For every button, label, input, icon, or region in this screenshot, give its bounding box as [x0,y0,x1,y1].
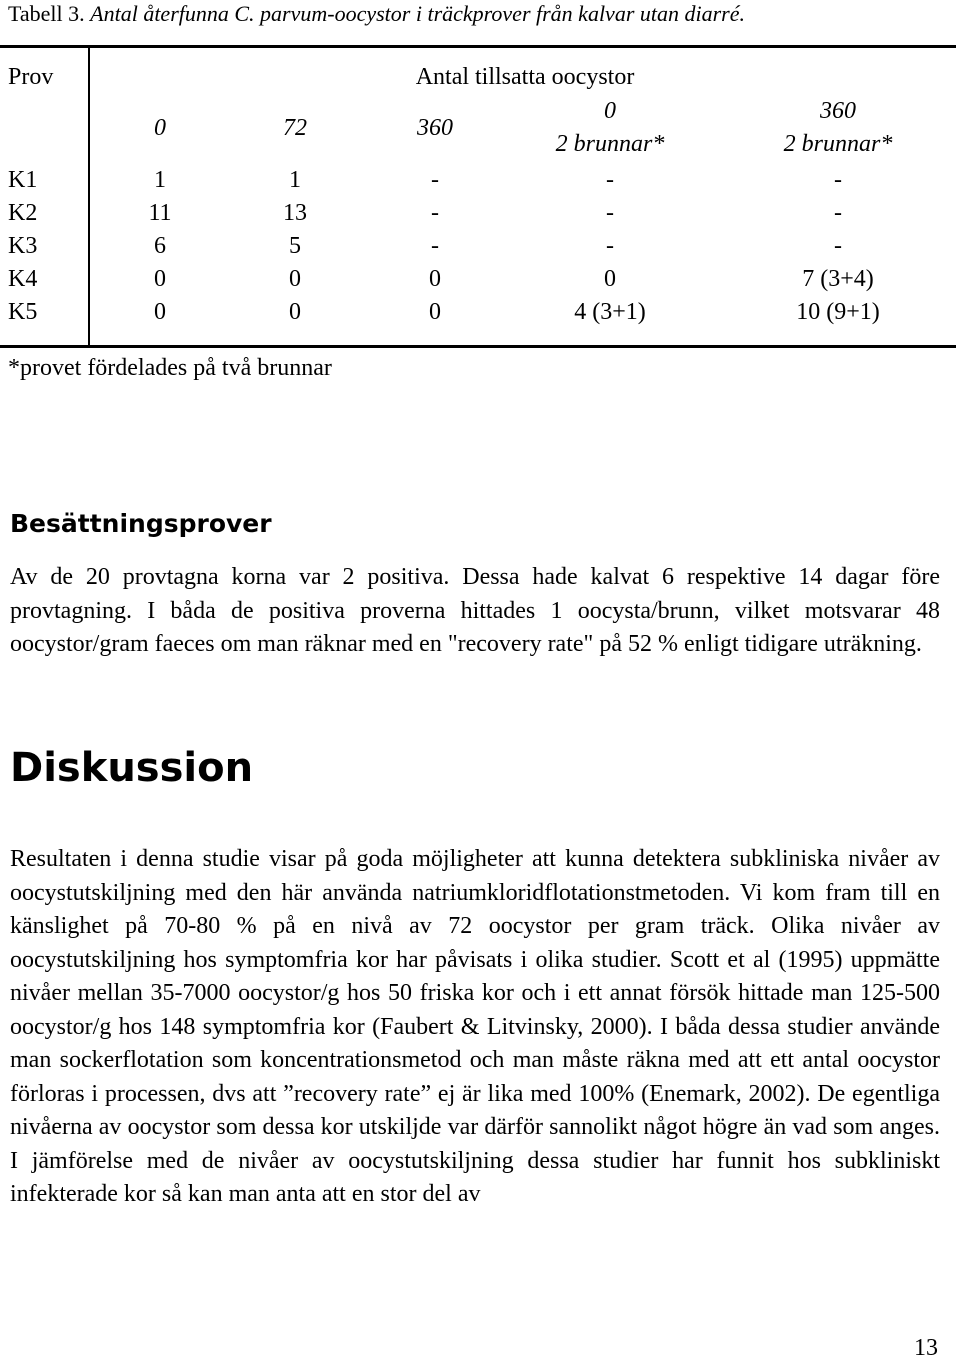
table-cell: - [834,200,842,226]
table-cell: 0 [289,299,301,325]
table-caption [8,0,745,28]
table-cell: 0 [289,266,301,292]
page-number: 13 [914,1335,938,1361]
section-paragraph-besattningsprover: Av de 20 provtagna korna var 2 positiva. Dessa hade kalvat 6 respektive 14 dagar före provtagning. I båda de positiva proverna hittades 1 oocysta/brunn, vilket motsvarar 48 oocystor/gram faeces om man räknar med en "recovery rate" på 52 % enligt tidigare uträkning. [10,564,940,657]
table-cell: 0 [154,299,166,325]
table-row-label: K4 [8,266,38,292]
section-heading-diskussion: Diskussion [10,745,254,791]
table-row-label: K3 [8,233,38,259]
table-row-label: K2 [8,200,38,226]
row-header-title: Prov [8,64,54,90]
table-cell: - [431,233,439,259]
table-row-label: K5 [8,299,38,325]
table-cell: 10 (9+1) [796,299,880,325]
table-cell: 0 [604,266,616,292]
table-cell: 1 [154,167,166,193]
column-header-72: 72 [283,115,307,141]
table-cell: - [834,167,842,193]
section-paragraph-diskussion: Resultaten i denna studie visar på goda möjligheter att kunna detektera subkliniska nivåer av oocystutskiljning med den här använda natriumkloridflotationstmetoden. Vi kom fram till en känslighet på 70-80 % på en nivå av 72 oocystor per gram träck. Olika nivåer av oocystutskiljning hos symptomfria kor har påvisats i olika studier. Scott et al (1995) uppmätte nivåer mellan 35-7000 oocystor/g hos 50 friska kor och i ett annat försök hittade man 125-500 oocystor/g hos 148 symptomfria kor (Faubert & Litvinsky, 2000). I båda dessa studier använde man sockerflotation som koncentrationsmetod och man måste räkna med att ett antal oocystor förloras i processen, dvs att ”recovery rate” ej är lika med 100% (Enemark, 2002). De egentliga nivåerna av oocystor som dessa kor utskiljde var därför sannolikt något högre än vad som anges. I jämförelse med de nivåer av oocystutskiljning dessa studier har funnit hos subkliniskt infekterade kor så kan man anta att en stor del av [10,846,940,1207]
column-header-0-wells-sub: 2 brunnar* [555,131,665,157]
table-top-rule [0,45,956,48]
table-cell: 7 (3+4) [802,266,874,292]
table-cell: - [606,233,614,259]
group-header: Antal tillsatta oocystor [415,64,635,90]
table-cell: - [834,233,842,259]
column-header-0: 0 [154,115,166,141]
table-cell: 0 [154,266,166,292]
table-cell: - [431,200,439,226]
table-cell: 6 [154,233,166,259]
table-footnote: *provet fördelades på två brunnar [8,355,332,381]
caption-text: Antal återfunna C. parvum-oocystor i träckprover från kalvar utan diarré. [90,1,745,26]
column-header-0-wells: 0 [604,98,616,124]
table-cell: - [606,200,614,226]
table-bottom-rule [0,345,956,348]
table-cell: 4 (3+1) [574,299,646,325]
section-heading-besattningsprover: Besättningsprover [10,509,272,538]
table-cell: 13 [283,200,307,226]
column-header-360: 360 [417,115,453,141]
table-cell: 1 [289,167,301,193]
table-vertical-rule [88,47,90,346]
caption-label: Tabell 3. [8,1,85,26]
column-header-360-wells-sub: 2 brunnar* [783,131,893,157]
table-cell: 11 [148,200,172,226]
table-cell: - [431,167,439,193]
table-cell: - [606,167,614,193]
table-cell: 0 [429,299,441,325]
table-row-label: K1 [8,167,38,193]
table-cell: 0 [429,266,441,292]
column-header-360-wells: 360 [820,98,856,124]
table-cell: 5 [289,233,301,259]
